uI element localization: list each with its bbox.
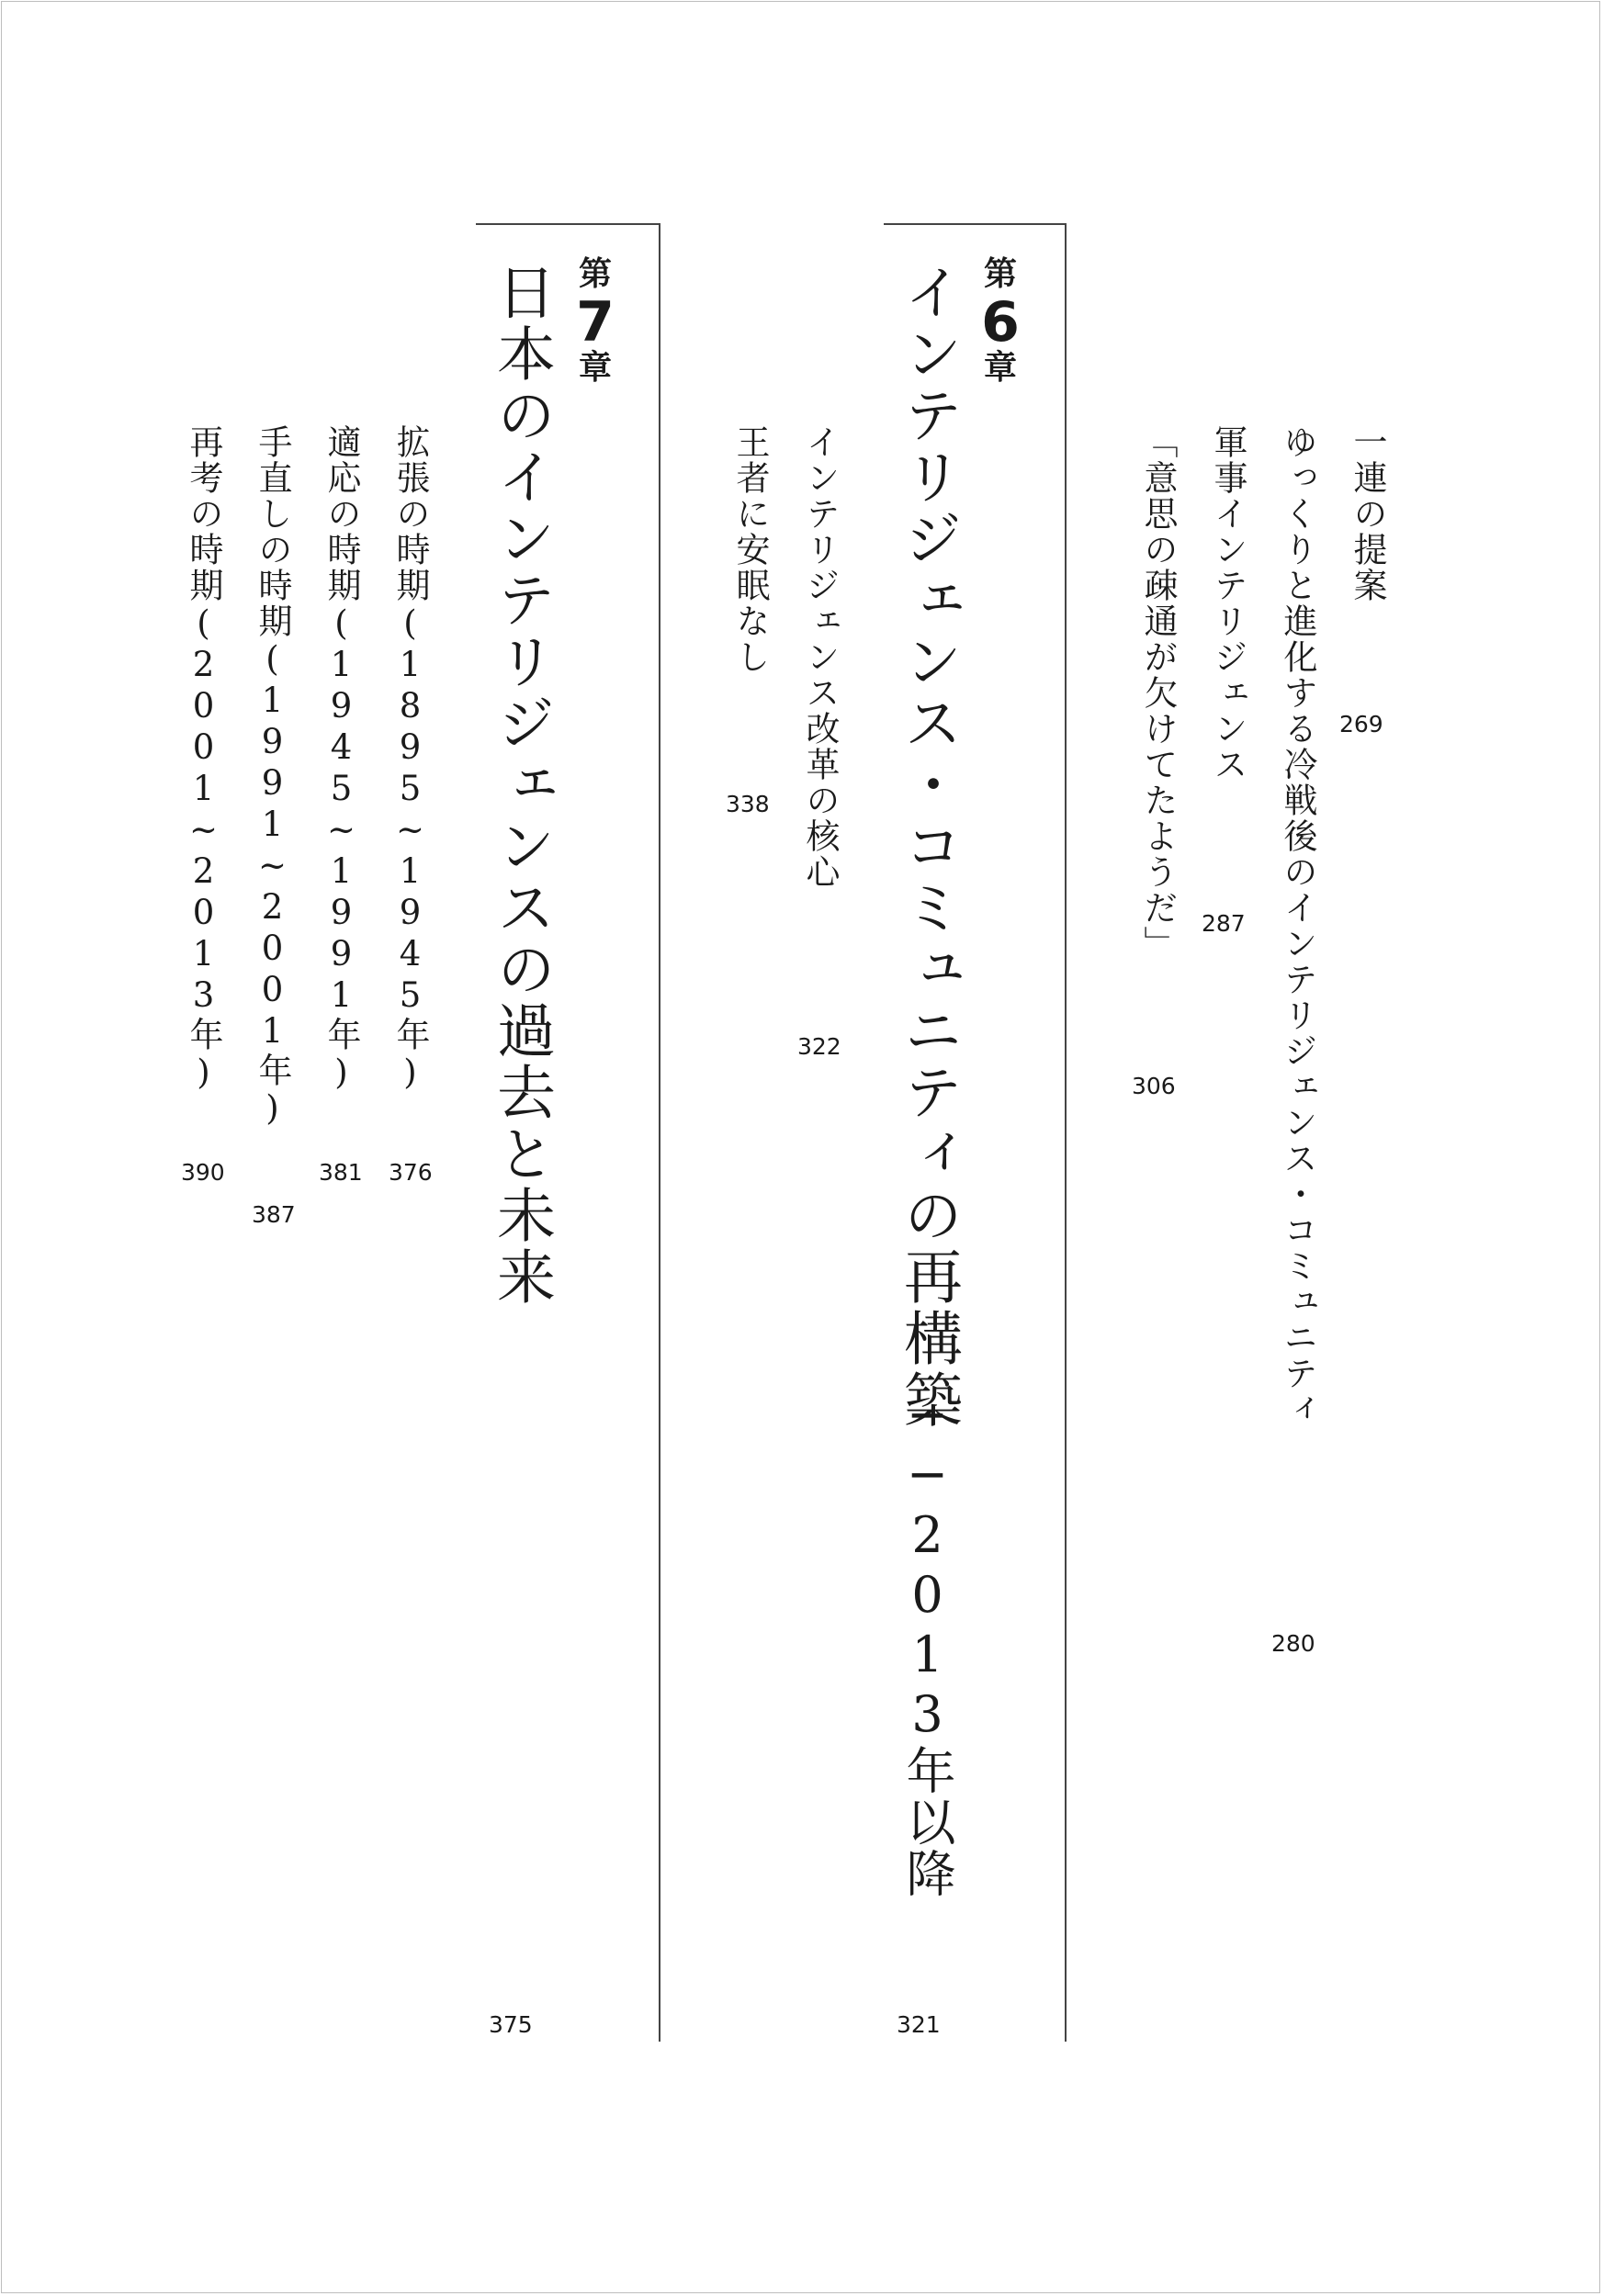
toc-entry-page: 280	[1271, 1630, 1315, 1657]
chapter-title: インテリジェンス・コミュニティの再構築	[894, 262, 962, 1431]
toc-entry-page: 287	[1202, 910, 1246, 937]
toc-entry-title: 「意思の疎通が欠けてたようだ」	[1138, 424, 1178, 962]
toc-entry-page: 338	[726, 791, 770, 817]
chapter-label	[563, 255, 627, 387]
toc-entry-page: 381	[319, 1159, 363, 1186]
toc-entry-title: ゆっくりと進化する冷戦後のインテリジェンス・コミュニティ	[1278, 424, 1317, 1427]
toc-entry-title: 軍事インテリジェンス	[1208, 424, 1247, 782]
chapter-label-suffix: 章	[578, 349, 612, 387]
toc-entry-page: 376	[389, 1159, 433, 1186]
chapter-label-prefix: 第	[983, 255, 1017, 293]
chapter-label-suffix: 章	[983, 349, 1017, 387]
chapter-rule	[884, 223, 1066, 225]
toc-entry-page: 269	[1339, 711, 1383, 737]
chapter-start-page: 375	[489, 2011, 533, 2038]
toc-entry-page: 322	[797, 1033, 841, 1060]
toc-entry-title: 手直しの時期(1991~2001年)	[253, 424, 292, 1130]
toc-entry-title: 再考の時期(2001~2013年)	[184, 424, 223, 1094]
toc-entry-title: 王者に安眠なし	[730, 424, 770, 675]
chapter-rule	[659, 223, 660, 2042]
chapter-label-prefix: 第	[578, 255, 612, 293]
chapter-start-page: 321	[897, 2011, 941, 2038]
page-border	[1, 1, 1600, 2293]
toc-entry-title: 一連の提案	[1348, 424, 1387, 603]
toc-entry-title: 拡張の時期(1895~1945年)	[390, 424, 430, 1094]
chapter-subtitle: ──2013年以降	[898, 1387, 956, 1899]
chapter-number: 6	[981, 290, 1020, 355]
toc-entry-page: 390	[181, 1159, 225, 1186]
chapter-label	[968, 255, 1033, 387]
toc-entry-page: 306	[1132, 1073, 1176, 1099]
chapter-rule	[1065, 223, 1067, 2042]
toc-entry-title: インテリジェンス改革の核心	[800, 424, 840, 890]
chapter-title: 日本のインテリジェンスの過去と未来	[487, 262, 555, 1308]
chapter-rule	[476, 223, 660, 225]
toc-entry-title: 適応の時期(1945~1991年)	[322, 424, 361, 1094]
chapter-number: 7	[576, 290, 615, 355]
toc-entry-page: 387	[252, 1201, 296, 1228]
